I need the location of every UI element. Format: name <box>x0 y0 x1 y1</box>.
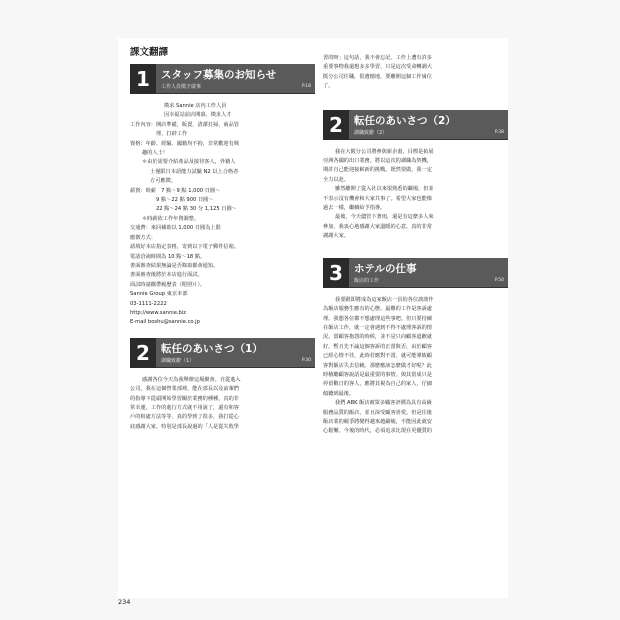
text-line: 況。當顧客抱怨的時候，並不是只向顧客道歉就 <box>323 334 432 341</box>
text-line: 客對飯店失去信賴。那麼應該怎麼做才好呢？此 <box>323 362 432 369</box>
section-page-ref: P.18 <box>301 84 311 89</box>
text-line: 傾聽到最後。 <box>323 390 355 397</box>
text-line: 戶的相處方法等等，真的學到了很多，我打從心 <box>130 414 239 421</box>
section-2a-continued <box>323 54 508 92</box>
text-line: 習的呀」這句話，我不會忘記。工作上遭有許多 <box>323 55 432 61</box>
text-line: 應徵方式： <box>130 234 156 241</box>
text-line: 時積聽顧客說話是最重要的事情。與其當成只是 <box>323 371 432 378</box>
section-3-body <box>323 296 508 437</box>
section-zh-subtitle: 飯店的工作 <box>354 277 380 284</box>
section-banner-2b <box>323 110 508 140</box>
text-line: 工作內容：開店準備，販賣，清潔打掃，商品管 <box>130 121 239 128</box>
text-line: 理。我想各位都不想處理這些事吧。但只要持續 <box>323 315 432 322</box>
text-line: 過去一樣，繼續給予指導。 <box>323 205 386 212</box>
text-line: 面試時請攜帶履歷表（附照片）。 <box>130 281 206 288</box>
text-line: 感謝各位今天為我舉辦這場聚會。自從進入 <box>142 376 241 383</box>
text-line: 最後，今天儘管下著雨，還是有這麼多人來 <box>335 214 434 221</box>
text-line: E-mail boshu@sannie.co.jp <box>130 319 200 326</box>
text-line: 心鬆懈。今後的時代，必須追求比現在更優質的 <box>323 428 432 435</box>
text-line: 已經心情不佳，此時若應對不當，就可能導致顧 <box>323 353 432 360</box>
text-line: 電話洽詢時間為 10 點～18 點。 <box>130 253 206 260</box>
text-line: 亞洲各國的出口業務。將以這次的調職為契機， <box>323 158 432 165</box>
book-page <box>118 38 508 598</box>
section-jp-title: ホテルの仕事 <box>354 262 417 275</box>
text-line: 雖然離開了從入社以來很熟悉的職場，但並 <box>335 186 434 193</box>
text-line: 謝謝大家。 <box>323 233 349 240</box>
text-line: 交通費：來回補助以 1,000 日圓為上限 <box>130 225 221 232</box>
text-line: 在飯店工作，就一定會遇到不得不處理客訴的情 <box>323 324 432 331</box>
text-line: 阪分公司任職，很遺憾地，要離開這個工作崗位 <box>323 73 432 80</box>
section-banner-2a <box>130 338 315 368</box>
left-column <box>130 38 315 432</box>
section-page-ref: P.30 <box>301 357 311 363</box>
text-line: 書面審查後將於本店進行面試。 <box>130 272 203 279</box>
section-number: 2 <box>130 338 156 368</box>
section-number: 2 <box>323 110 349 140</box>
text-line: 士僅限日本語能力試驗 N2 以上合格者 <box>150 168 239 175</box>
text-line: 03-1111-2222 <box>130 300 167 307</box>
section-jp-title: スタッフ募集のお知らせ <box>161 69 277 81</box>
text-line: 9 點～22 點 900 日圓～ <box>156 197 214 204</box>
right-column <box>323 38 508 437</box>
text-line: 書面審查結果無論是否錄取都會通知。 <box>130 262 219 269</box>
section-banner-3 <box>323 258 508 288</box>
section-2a-body <box>130 376 315 432</box>
page-title: 課文翻譯 <box>130 47 169 58</box>
text-line: 全力以赴。 <box>323 176 349 183</box>
text-line: 22 點～24 點 30 分 1,125 日圓～ <box>156 206 237 213</box>
page-number: 234 <box>118 598 131 606</box>
text-line: 公司，我在這個營業部裡，能在部長以及前輩們 <box>130 386 239 393</box>
text-line: 因幸福站前店開幕，徵求人才 <box>164 112 232 119</box>
text-line: 好。暫且先不論這個客訴的正當與否，由於顧客 <box>323 343 432 350</box>
text-line: 資格：年齡、經驗、國籍均不拘，非常歡迎有興 <box>130 140 239 147</box>
text-line: 參加，我衷心地感謝大家溫暖的心意。真的非常 <box>323 223 432 230</box>
text-line: 理、打辟工作 <box>156 131 188 138</box>
section-jp-title: 転任のあいさつ（2） <box>354 114 456 127</box>
text-line: 我在大阪分公司將參與新企畫，目標是拓展 <box>335 148 434 155</box>
text-line: Sannie Group 東京本部 <box>130 291 188 298</box>
text-line: 底感謝大家。特別是部長說過的「人是從失敗學 <box>130 423 239 430</box>
text-line: 為飯店服務生應有的心態。最難的工作是客訴處 <box>323 306 432 313</box>
text-line: http://www.sannie.biz <box>130 309 186 316</box>
text-line: ＊時薪依工作年資調整。 <box>142 215 200 222</box>
text-line: 了。 <box>323 83 334 90</box>
text-line: 期許自己能迎接嶄新的挑戰。既然要做，我一定 <box>323 167 432 174</box>
section-number: 3 <box>323 258 349 288</box>
text-line: 不表示沒有機會和大家共事了。希望大家也能像 <box>323 195 432 202</box>
text-line: 我們 ABK 飯店被眾多顧客評價為具有高級 <box>335 400 432 407</box>
section-page-ref: P.38 <box>494 129 504 135</box>
section-zh-subtitle: 調職致辭（2） <box>354 129 388 136</box>
text-line: ＊由於需要介紹產品及接待客人，外籍人 <box>142 159 236 166</box>
text-line: 停留數日的客人，應將其視為自己的家人，仔細 <box>323 381 432 388</box>
section-2b-body <box>323 148 508 242</box>
section-page-ref: P.50 <box>494 277 504 283</box>
text-line: 飯店業的競爭將變得越來越嚴峻，不能因此就安 <box>323 418 432 425</box>
section-zh-subtitle: 工作人員徵才啟事 <box>161 84 202 90</box>
section-jp-title: 転任のあいさつ（1） <box>161 342 263 355</box>
text-line: 重要事物我還想多多學習，只是這次受命轉調大 <box>323 64 432 71</box>
section-1-body <box>130 102 315 328</box>
text-line: 我要跟即將成為這家飯店一員的各位談談作 <box>335 296 434 303</box>
text-line: 常幸運。工作的進行方式就不用說了，還有和客 <box>130 404 239 411</box>
section-number: 1 <box>130 64 156 94</box>
text-line: 趣的人士！ <box>142 150 168 157</box>
text-line: 方可應徵。 <box>150 178 176 185</box>
section-banner-1 <box>130 64 315 94</box>
text-line: 徵求 Sannie 店內工作人員 <box>164 103 227 109</box>
text-line: 的指導下從頭開始學習關於業務的種種，真的非 <box>130 395 239 402</box>
text-line: 請填好本店指定表格，寄到以下電子郵件信箱。 <box>130 244 239 251</box>
section-zh-subtitle: 調職致辭（1） <box>161 357 195 364</box>
text-line: 薪資：時薪 7 點～9 點 1,000 日圓～ <box>130 187 221 194</box>
text-line: 服務品質的飯店，並且深受顧客喜愛。但是往後 <box>323 409 432 416</box>
